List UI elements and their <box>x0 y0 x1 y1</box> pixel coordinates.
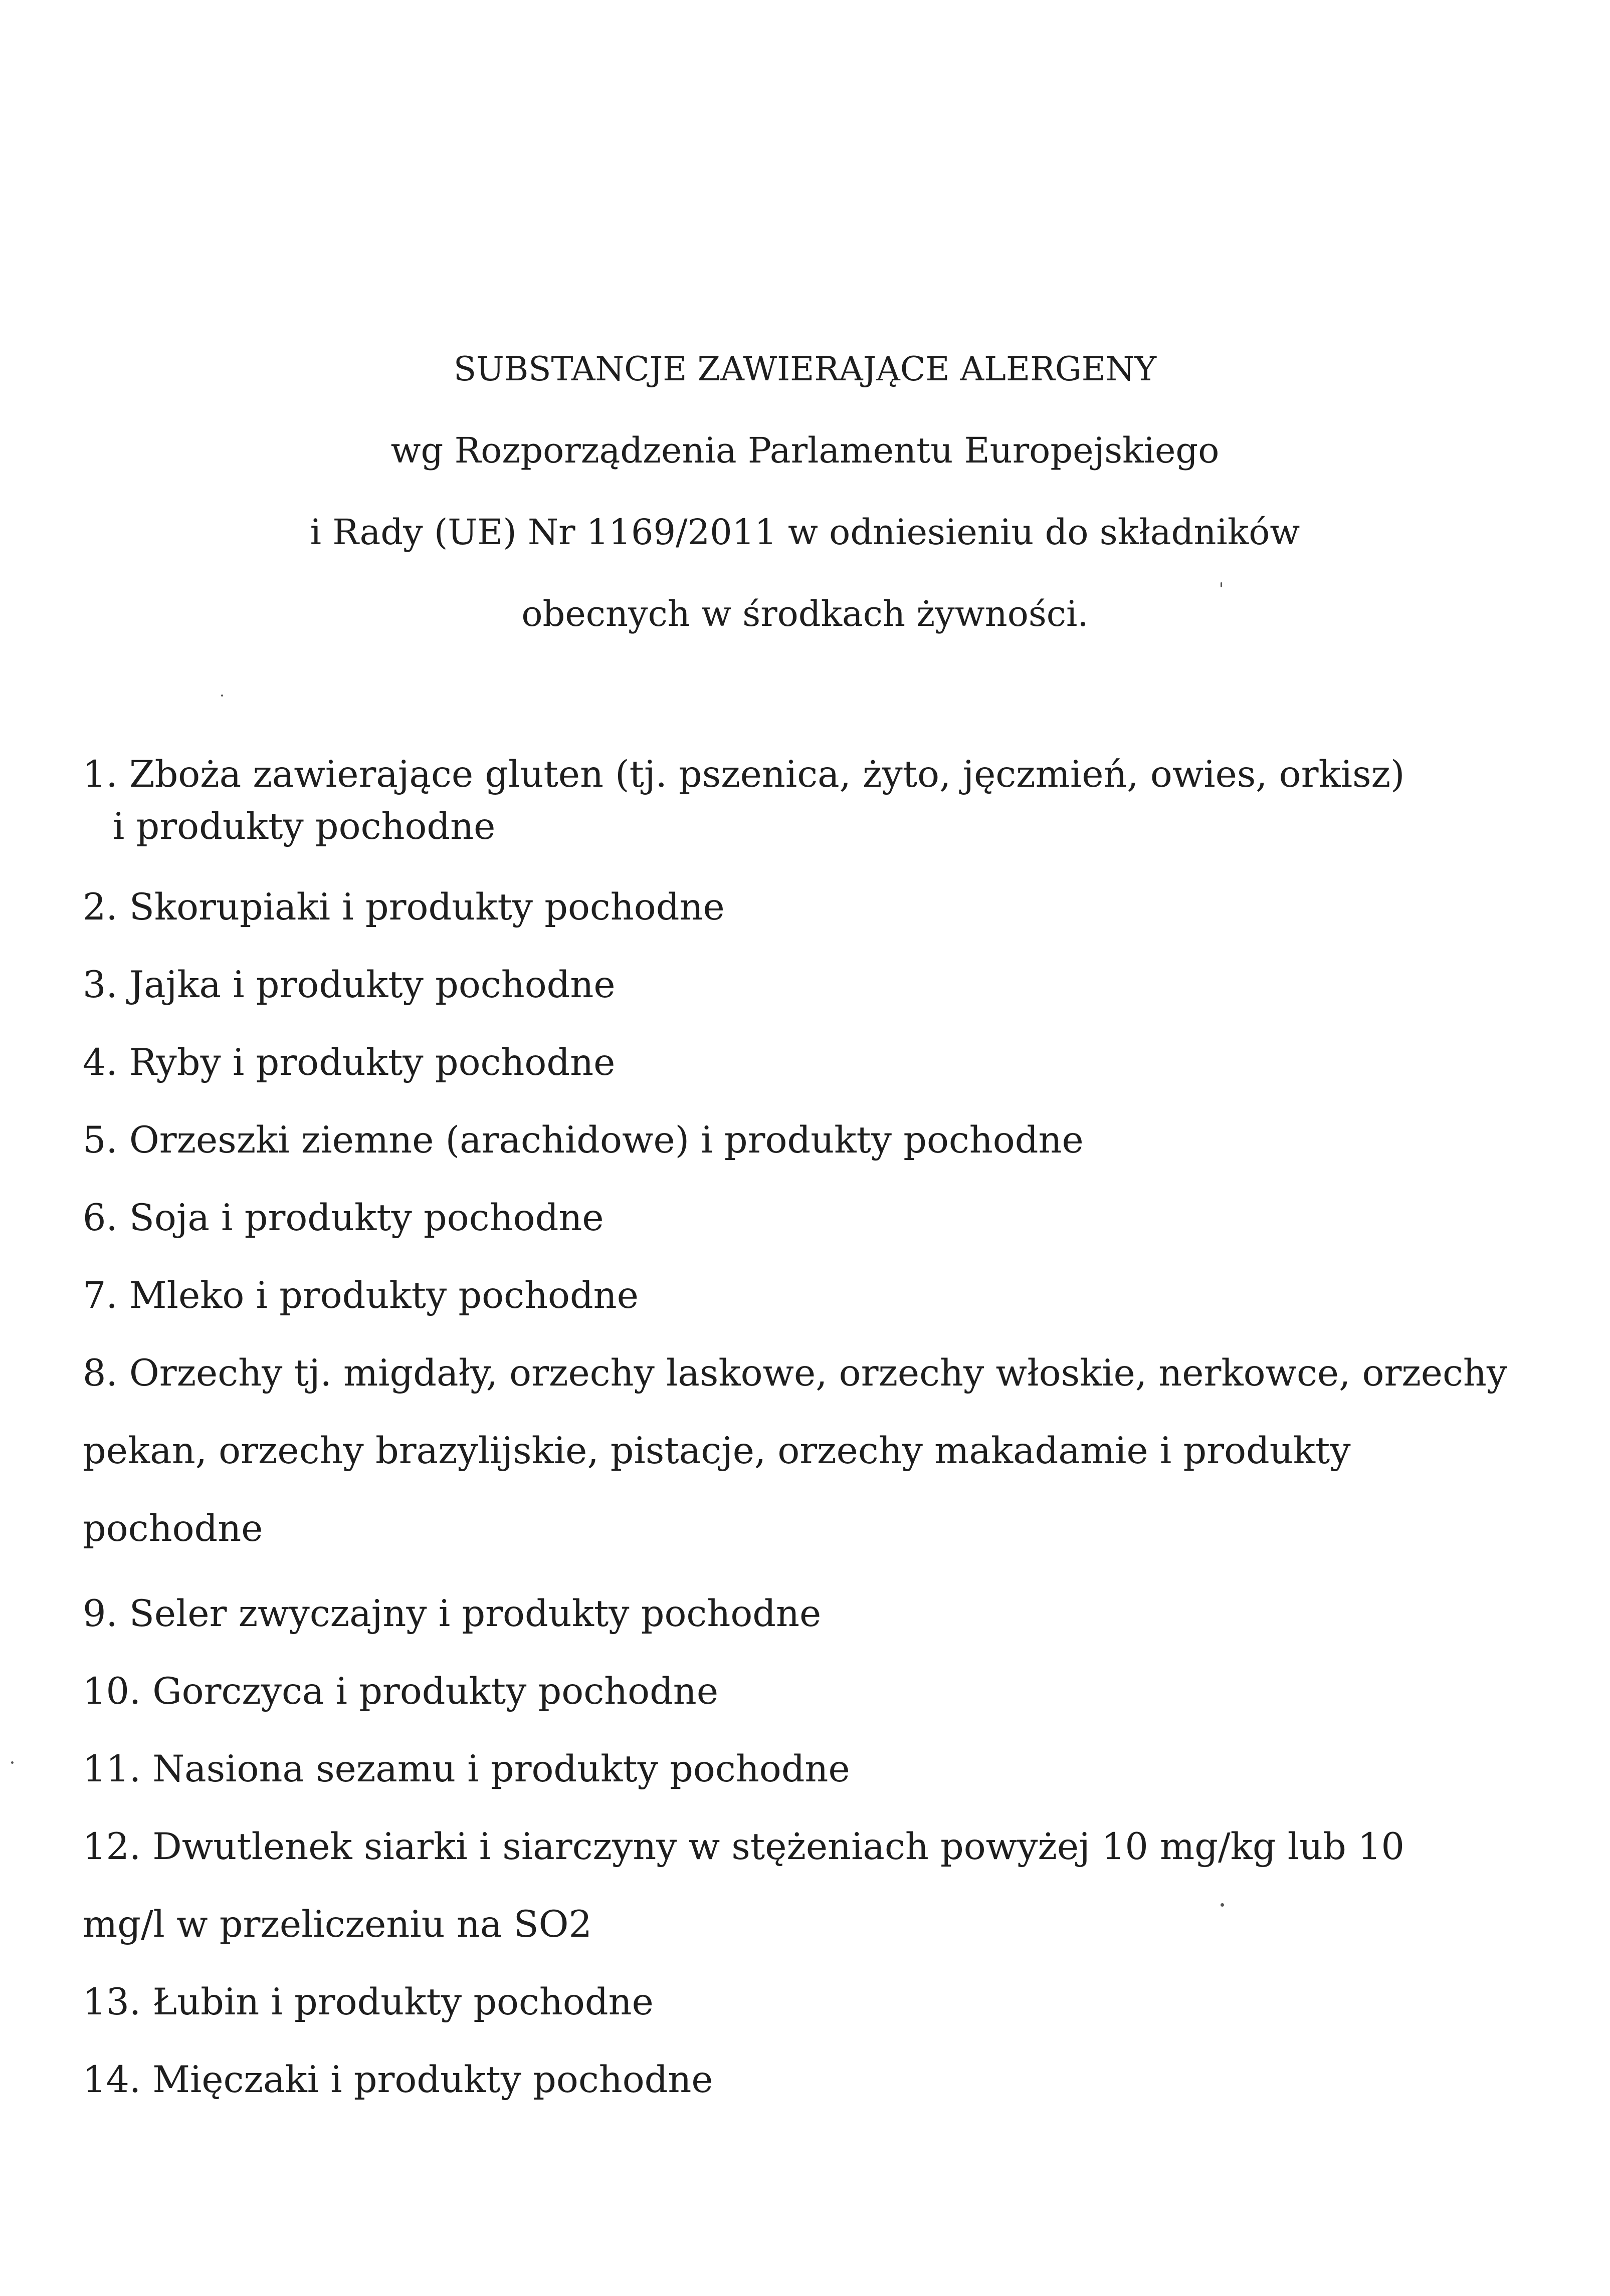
allergen-item-2-text: 2. Skorupiaki i produkty pochodne <box>83 886 725 929</box>
allergen-item-1-continuation <box>113 789 495 864</box>
allergen-item-3 <box>83 946 616 1024</box>
scan-speck <box>221 695 223 697</box>
allergen-item-12-line-1: 12. Dwutlenek siarki i siarczyny w stężeniach powyżej 10 mg/kg lub 10 <box>83 1825 1404 1868</box>
allergen-item-8 <box>83 1334 1507 1567</box>
allergen-item-12-line-2: mg/l w przeliczeniu na SO2 <box>83 1903 592 1946</box>
allergen-item-5-text: 5. Orzeszki ziemne (arachidowe) i produkty pochodne <box>83 1119 1084 1162</box>
allergen-item-2 <box>83 868 725 946</box>
allergen-item-7 <box>83 1257 639 1334</box>
heading-regulation-number-line: i Rady (UE) Nr 1169/2011 w odniesieniu do składników <box>310 512 1300 553</box>
document-heading <box>0 328 1610 655</box>
allergen-item-9-text: 9. Seler zwyczajny i produkty pochodne <box>83 1592 822 1635</box>
allergen-item-14 <box>83 2041 713 2119</box>
allergen-item-11 <box>83 1730 850 1808</box>
allergen-item-13 <box>83 1963 654 2041</box>
allergen-item-6-text: 6. Soja i produkty pochodne <box>83 1197 604 1239</box>
allergen-item-10-text: 10. Gorczyca i produkty pochodne <box>83 1670 719 1713</box>
allergen-item-1-line-1: 1. Zboża zawierające gluten (tj. pszenica, żyto, jęczmień, owies, orkisz) <box>83 753 1405 796</box>
allergen-item-4-text: 4. Ryby i produkty pochodne <box>83 1041 616 1084</box>
allergen-item-14-text: 14. Mięczaki i produkty pochodne <box>83 2058 713 2101</box>
allergen-item-7-text: 7. Mleko i produkty pochodne <box>83 1274 639 1317</box>
allergen-item-13-text: 13. Łubin i produkty pochodne <box>83 1981 654 2023</box>
allergen-item-8-line-2: pekan, orzechy brazylijskie, pistacje, orzechy makadamie i produkty <box>83 1430 1351 1472</box>
allergen-item-5 <box>83 1101 1084 1179</box>
allergen-item-8-line-1: 8. Orzechy tj. migdały, orzechy laskowe, orzechy włoskie, nerkowce, orzechy <box>83 1352 1508 1395</box>
allergen-item-9 <box>83 1575 821 1653</box>
allergen-item-3-text: 3. Jajka i produkty pochodne <box>83 964 616 1006</box>
allergen-item-8-line-3: pochodne <box>83 1507 263 1550</box>
allergen-item-10 <box>83 1653 718 1730</box>
allergen-item-4 <box>83 1024 615 1101</box>
scan-speck <box>1221 1903 1224 1907</box>
heading-scope-line: obecnych w środkach żywności. <box>521 593 1089 634</box>
scan-speck <box>11 1761 14 1764</box>
heading-title: SUBSTANCJE ZAWIERAJĄCE ALERGENY <box>453 350 1157 388</box>
scan-mark <box>1221 582 1222 587</box>
allergen-item-11-text: 11. Nasiona sezamu i produkty pochodne <box>83 1748 850 1790</box>
allergen-item-12 <box>83 1808 1404 1963</box>
allergen-item-6 <box>83 1179 604 1257</box>
heading-regulation-line: wg Rozporządzenia Parlamentu Europejskiego <box>390 430 1220 471</box>
allergen-item-1-line-2: i produkty pochodne <box>113 805 496 848</box>
